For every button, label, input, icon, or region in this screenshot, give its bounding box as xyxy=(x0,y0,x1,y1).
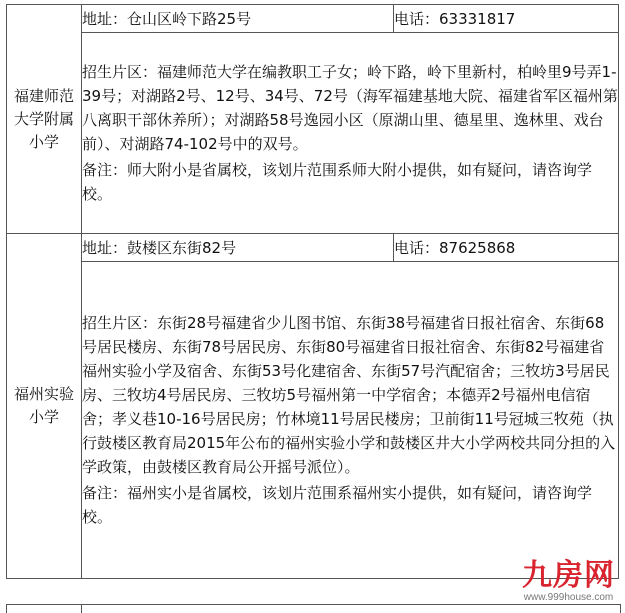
table-row xyxy=(7,5,619,33)
watermark-url: www.999house.com xyxy=(523,592,614,603)
remark-text: 备注：福州实小是省属校，该划片范围系福州实小提供，如有疑问，请咨询学校。 xyxy=(82,484,593,526)
address-cell xyxy=(82,234,394,262)
school-address: 地址：仓山区岭下路25号 xyxy=(82,10,252,28)
enrollment-zone-text: 招生片区：东街28号福建省少儿图书馆、东街38号福建省日报社宿舍、东街68号居民楼房、东街78号居民房、东街80号福建省日报社宿舍、东街82号福建省福州实验小学及宿舍、东街53号化建宿舍、东街57号汽配宿舍；三牧坊3号居民房、三牧坊4号居民房、三牧坊5号福州第一中学宿舍；本德弄2号福州电信宿舍；孝义巷10-16号居民房；竹林境11号居民楼房；卫前街11号冠城三牧苑（执行鼓楼区教育局2015年公布的福州实验小学和鼓楼区井大小学两校共同分担的入学政策，由鼓楼区教育局公开摇号派位）。 xyxy=(82,314,616,476)
table-row xyxy=(7,33,619,234)
school-name-cell xyxy=(7,5,82,234)
school-address: 地址：鼓楼区东街82号 xyxy=(82,239,237,257)
watermark-logo: 九房网 xyxy=(522,558,615,593)
school-name-cell xyxy=(7,234,82,579)
table-row xyxy=(7,234,619,262)
phone-cell xyxy=(394,234,619,262)
table-row xyxy=(7,262,619,579)
watermark xyxy=(522,560,615,603)
zone-cell xyxy=(82,33,619,234)
school-phone: 电话：87625868 xyxy=(394,239,516,257)
enrollment-zone-text: 招生片区：福建师范大学在编教职工子女；岭下路，岭下里新村，柏岭里9号弄1-39号；对湖路2号、12号、34号、72号（海军福建基地大院、福建省军区福州第八离职干部休养所）；对湖路58号逸园小区（原湖山里、德星里、逸林里、戏台前）、对湖路74-102号中的双号。 xyxy=(82,63,618,153)
zone-cell xyxy=(82,262,619,579)
school-zoning-table xyxy=(6,4,619,579)
school-name: 福建师范大学附属小学 xyxy=(13,86,74,151)
address-cell xyxy=(82,5,394,33)
remark-text: 备注：师大附小是省属校，该划片范围系师大附小提供，如有疑问，请咨询学校。 xyxy=(82,161,593,203)
phone-cell xyxy=(394,5,619,33)
school-name: 福州实验小学 xyxy=(13,385,74,426)
school-phone: 电话：63331817 xyxy=(394,10,516,28)
